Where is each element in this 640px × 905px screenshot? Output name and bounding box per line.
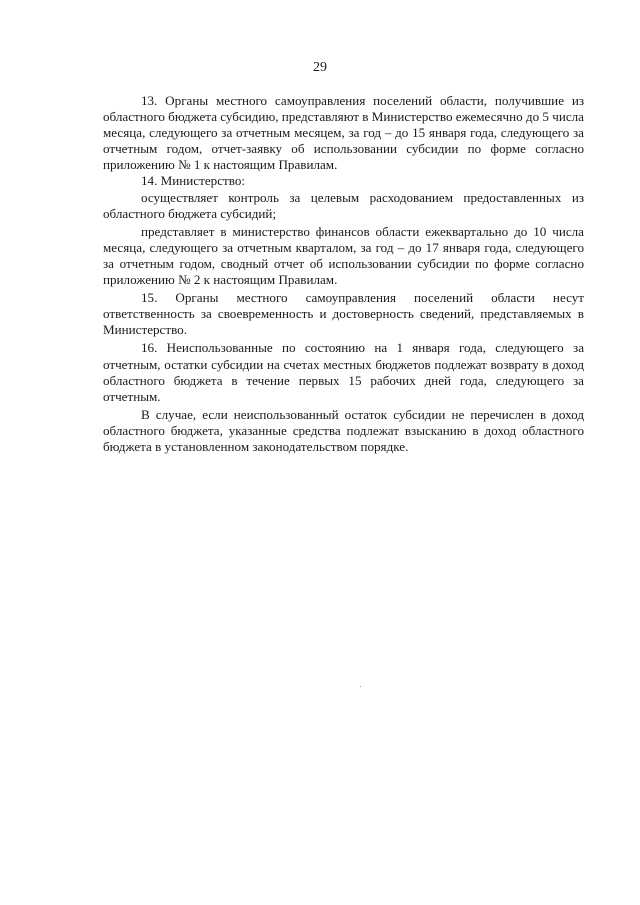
paragraph-14-control: осуществляет контроль за целевым расходованием предоставленных из областного бюджета субсидий; <box>103 189 584 221</box>
paragraph-14: 14. Министерство: <box>141 173 246 189</box>
paragraph-15: 15. Органы местного самоуправления поселений области несут ответственность за своевременность и достоверность сведений, представляемых в Министерство. <box>103 290 584 338</box>
paragraph-14-report: представляет в министерство финансов области ежеквартально до 10 числа месяца, следующего за отчетным кварталом, за год – до 17 января года, следующего за отчетным годом, сводный отчет об использовании субсидии по форме согласно приложению № 2 к настоящим Правилам. <box>103 223 584 288</box>
scan-speck <box>360 686 361 687</box>
paragraph-16-recovery: В случае, если неиспользованный остаток субсидии не перечислен в доход областного бюджета, указанные средства подлежат взысканию в доход областного бюджета в установленном законодательством порядке. <box>103 406 584 454</box>
paragraph-16: 16. Неиспользованные по состоянию на 1 января года, следующего за отчетным, остатки субсидии на счетах местных бюджетов подлежат возврату в доход областного бюджета в течение первых 15 рабочих дней года, следующего за отчетным. <box>103 340 584 404</box>
page-number: 29 <box>313 60 327 75</box>
paragraph-13: 13. Органы местного самоуправления поселений области, получившие из областного бюджета субсидию, представляют в Министерство ежемесячно до 5 числа месяца, следующего за отчетным месяцем, за год – до 15 января года, следующего за отчетным годом, отчет-заявку об использовании субсидии по форме согласно приложению № 1 к настоящим Правилам. <box>103 93 584 173</box>
document-body <box>103 93 584 455</box>
